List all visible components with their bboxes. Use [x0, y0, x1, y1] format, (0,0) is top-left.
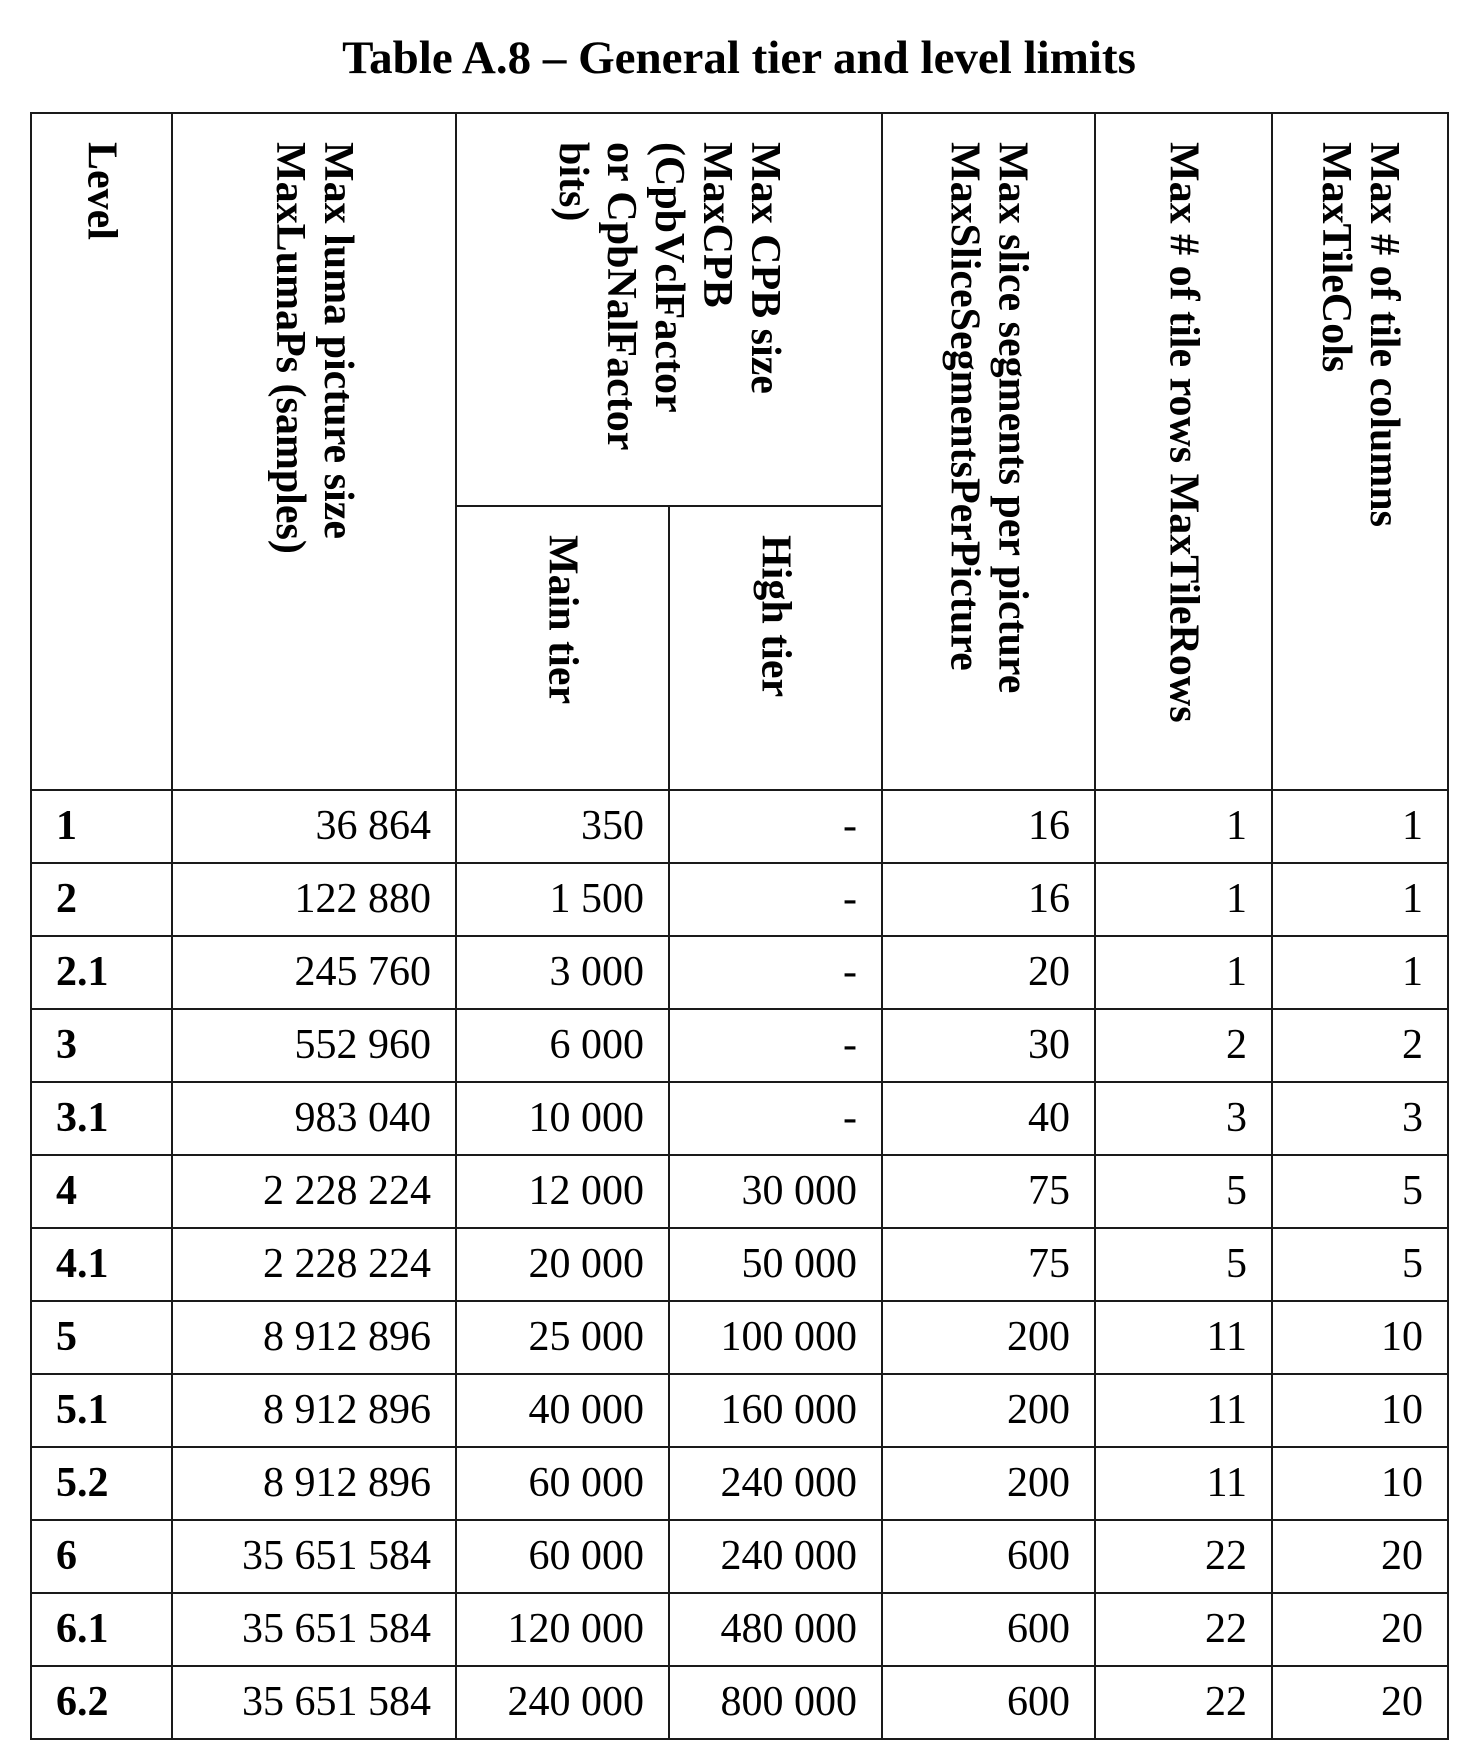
cell-max-slices: 16: [882, 790, 1095, 863]
cell-level: 6.2: [31, 1666, 172, 1739]
header-level-label: Level: [78, 142, 125, 240]
cell-max-luma: 2 228 224: [172, 1155, 456, 1228]
cell-max-tile-rows: 22: [1095, 1593, 1272, 1666]
header-high-tier-label: High tier: [752, 535, 799, 698]
cell-max-tile-rows: 2: [1095, 1009, 1272, 1082]
table-body: [31, 790, 1448, 1739]
table-row: [31, 1447, 1448, 1520]
cell-max-tile-cols: 2: [1272, 1009, 1448, 1082]
table-row: [31, 1666, 1448, 1739]
header-max-tile-rows: [1095, 113, 1272, 790]
cell-high-tier: -: [669, 863, 882, 936]
cell-max-luma: 35 651 584: [172, 1666, 456, 1739]
cell-level: 3: [31, 1009, 172, 1082]
cell-max-tile-rows: 1: [1095, 863, 1272, 936]
cell-max-luma: 35 651 584: [172, 1593, 456, 1666]
header-max-tile-rows-label: Max # of tile rows MaxTileRows: [1160, 142, 1207, 723]
cell-max-tile-rows: 22: [1095, 1520, 1272, 1593]
cell-main-tier: 240 000: [456, 1666, 669, 1739]
cell-max-slices: 40: [882, 1082, 1095, 1155]
cell-max-tile-cols: 10: [1272, 1374, 1448, 1447]
cell-max-slices: 200: [882, 1301, 1095, 1374]
table-row: [31, 863, 1448, 936]
cell-max-slices: 600: [882, 1520, 1095, 1593]
cell-max-tile-cols: 3: [1272, 1082, 1448, 1155]
cell-high-tier: -: [669, 1009, 882, 1082]
cell-main-tier: 25 000: [456, 1301, 669, 1374]
cell-main-tier: 12 000: [456, 1155, 669, 1228]
cell-level: 4.1: [31, 1228, 172, 1301]
cell-max-tile-cols: 10: [1272, 1301, 1448, 1374]
cell-max-slices: 20: [882, 936, 1095, 1009]
cell-max-tile-cols: 5: [1272, 1155, 1448, 1228]
cell-max-slices: 600: [882, 1593, 1095, 1666]
cell-high-tier: -: [669, 936, 882, 1009]
header-max-slice-label: Max slice segments per picture MaxSliceSegmentsPerPicture: [941, 142, 1036, 694]
cell-max-luma: 35 651 584: [172, 1520, 456, 1593]
table-row: [31, 936, 1448, 1009]
cell-max-tile-cols: 10: [1272, 1447, 1448, 1520]
cell-max-luma: 983 040: [172, 1082, 456, 1155]
cell-max-luma: 552 960: [172, 1009, 456, 1082]
cell-high-tier: 800 000: [669, 1666, 882, 1739]
cell-max-luma: 8 912 896: [172, 1301, 456, 1374]
cell-max-tile-cols: 1: [1272, 863, 1448, 936]
table-header: [31, 113, 1448, 790]
header-max-tile-cols-label: Max # of tile columns MaxTileCols: [1313, 142, 1407, 527]
table-row: [31, 1593, 1448, 1666]
cell-high-tier: 240 000: [669, 1520, 882, 1593]
header-main-tier: [456, 506, 669, 790]
cell-main-tier: 3 000: [456, 936, 669, 1009]
cell-max-slices: 75: [882, 1228, 1095, 1301]
cell-max-tile-rows: 1: [1095, 790, 1272, 863]
cell-max-tile-cols: 1: [1272, 936, 1448, 1009]
cell-main-tier: 6 000: [456, 1009, 669, 1082]
header-max-cpb-label: Max CPB size MaxCPB (CpbVclFactor or CpbNalFactor bits): [550, 142, 788, 451]
cell-level: 3.1: [31, 1082, 172, 1155]
limits-table: [30, 112, 1449, 1740]
cell-max-slices: 600: [882, 1666, 1095, 1739]
cell-level: 6: [31, 1520, 172, 1593]
cell-high-tier: 30 000: [669, 1155, 882, 1228]
table-row: [31, 1301, 1448, 1374]
cell-high-tier: 50 000: [669, 1228, 882, 1301]
cell-max-tile-rows: 22: [1095, 1666, 1272, 1739]
cell-max-slices: 16: [882, 863, 1095, 936]
cell-max-tile-cols: 5: [1272, 1228, 1448, 1301]
cell-high-tier: 100 000: [669, 1301, 882, 1374]
cell-main-tier: 60 000: [456, 1447, 669, 1520]
cell-max-luma: 8 912 896: [172, 1374, 456, 1447]
table-title: Table A.8 – General tier and level limits: [342, 32, 1136, 84]
cell-max-slices: 75: [882, 1155, 1095, 1228]
header-high-tier: [669, 506, 882, 790]
header-max-cpb: [456, 113, 882, 506]
cell-max-tile-cols: 20: [1272, 1520, 1448, 1593]
cell-level: 6.1: [31, 1593, 172, 1666]
cell-main-tier: 20 000: [456, 1228, 669, 1301]
table-row: [31, 1009, 1448, 1082]
cell-level: 2: [31, 863, 172, 936]
cell-high-tier: 240 000: [669, 1447, 882, 1520]
cell-max-luma: 245 760: [172, 936, 456, 1009]
cell-max-luma: 8 912 896: [172, 1447, 456, 1520]
header-main-tier-label: Main tier: [539, 535, 586, 705]
table-row: [31, 1374, 1448, 1447]
cell-max-tile-rows: 1: [1095, 936, 1272, 1009]
cell-high-tier: -: [669, 1082, 882, 1155]
cell-main-tier: 1 500: [456, 863, 669, 936]
header-max-slice: [882, 113, 1095, 790]
table-row: [31, 790, 1448, 863]
table-row: [31, 1155, 1448, 1228]
header-max-luma: [172, 113, 456, 790]
cell-level: 1: [31, 790, 172, 863]
cell-high-tier: 160 000: [669, 1374, 882, 1447]
cell-max-slices: 200: [882, 1374, 1095, 1447]
cell-level: 5: [31, 1301, 172, 1374]
cell-main-tier: 350: [456, 790, 669, 863]
table-row: [31, 1520, 1448, 1593]
cell-max-slices: 200: [882, 1447, 1095, 1520]
header-max-luma-label: Max luma picture size MaxLumaPs (samples): [267, 142, 361, 554]
cell-max-tile-rows: 11: [1095, 1447, 1272, 1520]
cell-max-tile-rows: 3: [1095, 1082, 1272, 1155]
cell-high-tier: -: [669, 790, 882, 863]
cell-level: 4: [31, 1155, 172, 1228]
cell-level: 5.1: [31, 1374, 172, 1447]
cell-main-tier: 120 000: [456, 1593, 669, 1666]
cell-max-tile-rows: 11: [1095, 1374, 1272, 1447]
cell-max-luma: 2 228 224: [172, 1228, 456, 1301]
cell-main-tier: 40 000: [456, 1374, 669, 1447]
cell-level: 2.1: [31, 936, 172, 1009]
cell-max-tile-rows: 5: [1095, 1228, 1272, 1301]
header-max-tile-cols: [1272, 113, 1448, 790]
cell-max-luma: 122 880: [172, 863, 456, 936]
cell-max-slices: 30: [882, 1009, 1095, 1082]
cell-main-tier: 60 000: [456, 1520, 669, 1593]
cell-max-tile-rows: 5: [1095, 1155, 1272, 1228]
header-level: [31, 113, 172, 790]
cell-max-tile-cols: 20: [1272, 1593, 1448, 1666]
table-row: [31, 1228, 1448, 1301]
cell-max-tile-cols: 20: [1272, 1666, 1448, 1739]
cell-level: 5.2: [31, 1447, 172, 1520]
cell-max-tile-cols: 1: [1272, 790, 1448, 863]
cell-main-tier: 10 000: [456, 1082, 669, 1155]
cell-max-tile-rows: 11: [1095, 1301, 1272, 1374]
cell-high-tier: 480 000: [669, 1593, 882, 1666]
cell-max-luma: 36 864: [172, 790, 456, 863]
table-row: [31, 1082, 1448, 1155]
